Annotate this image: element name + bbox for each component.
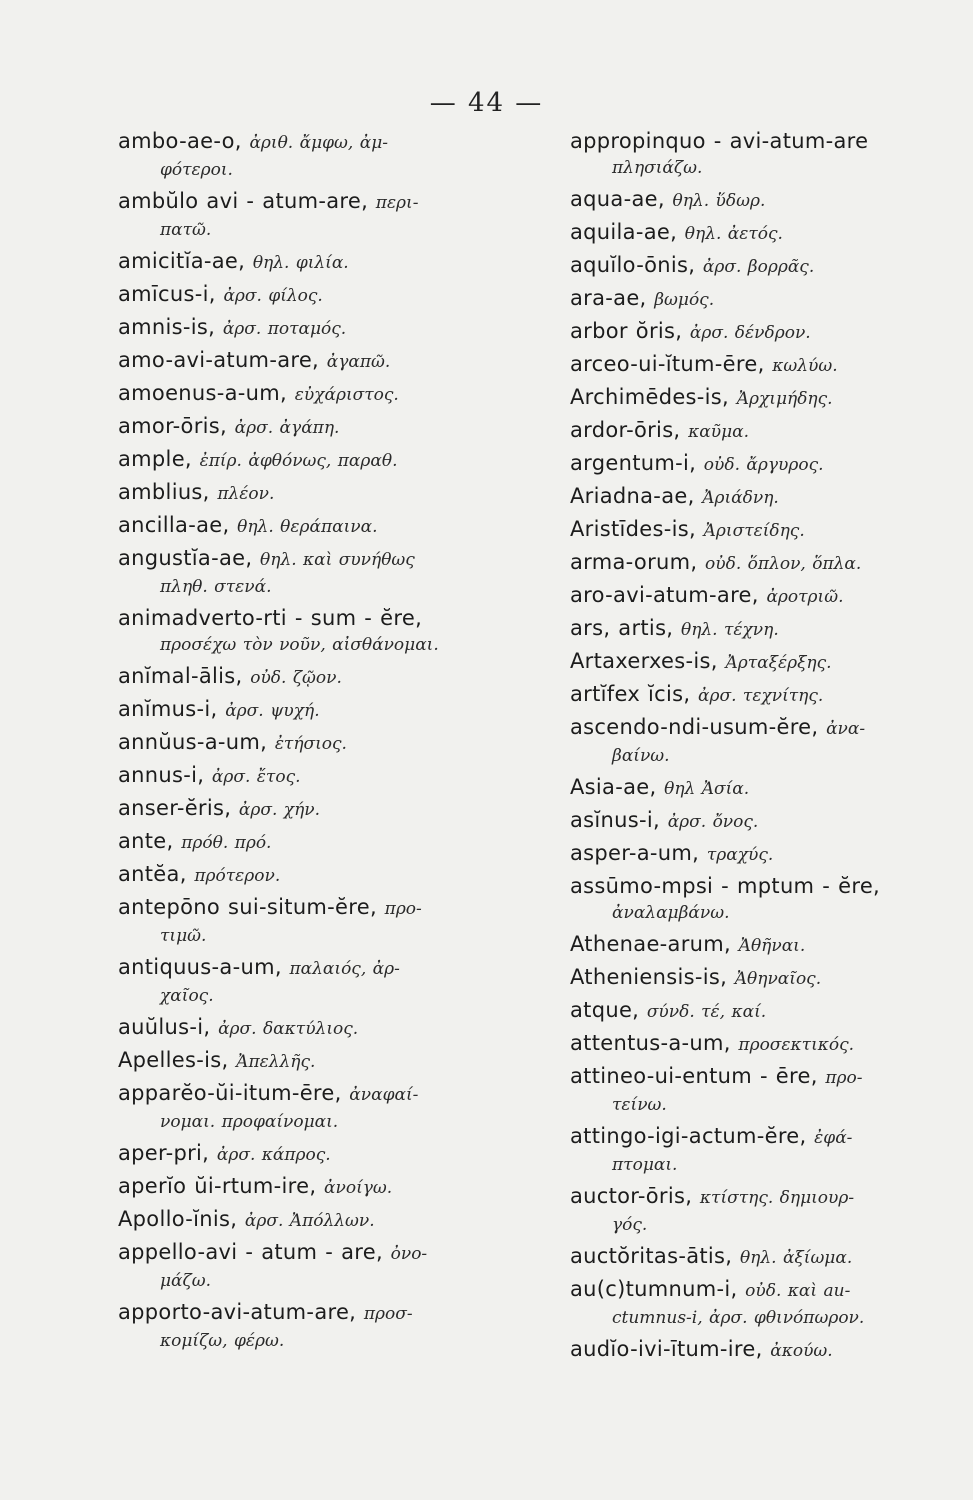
dictionary-entry (570, 997, 968, 1026)
entry-lemma: amnis-is, (118, 315, 216, 339)
entry-gloss: Ἀθῆναι. (738, 936, 806, 956)
dictionary-entry (118, 828, 538, 857)
entry-lemma: Apelles-is, (118, 1048, 229, 1072)
entry-gloss: οὐδ. ζῷον. (250, 668, 342, 688)
dictionary-entry (570, 450, 968, 479)
entry-lemma: auŭlus-i, (118, 1015, 211, 1039)
dictionary-entry (118, 479, 538, 508)
entry-lemma: ante, (118, 829, 174, 853)
entry-gloss: προσ- (363, 1304, 413, 1324)
dictionary-entry (118, 128, 538, 184)
entry-lemma: arma-orum, (570, 550, 698, 574)
dictionary-entry (118, 729, 538, 758)
entry-gloss: ἀνα- (826, 719, 866, 739)
entry-gloss: Ἀριάδνη. (702, 488, 779, 508)
entry-lemma: aquila-ae, (570, 220, 678, 244)
entry-lemma: auctor-ōris, (570, 1184, 693, 1208)
entry-gloss: ἀριθ. ἄμφω, ἀμ- (249, 133, 388, 153)
entry-lemma: ars, artis, (570, 616, 674, 640)
entry-gloss: προ- (384, 899, 422, 919)
entry-gloss: οὐδ. καὶ au- (745, 1281, 851, 1301)
right-column (570, 128, 968, 1369)
dictionary-entry (118, 1299, 538, 1355)
dictionary-entry (118, 696, 538, 725)
dictionary-entry (118, 347, 538, 376)
entry-gloss: Ἀριστείδης. (703, 521, 805, 541)
entry-gloss: Ἀρχιμήδης. (736, 389, 833, 409)
entry-gloss: πρόθ. πρό. (181, 833, 272, 853)
dictionary-entry (118, 380, 538, 409)
entry-lemma: attentus-a-um, (570, 1031, 731, 1055)
dictionary-entry (570, 1336, 968, 1365)
entry-lemma: assūmo-mpsi - mptum - ĕre, (570, 874, 881, 898)
entry-lemma: attineo-ui-entum - ēre, (570, 1064, 818, 1088)
entry-lemma: aper-pri, (118, 1141, 210, 1165)
dictionary-entry (118, 762, 538, 791)
entry-gloss: ἀρσ. χήν. (238, 800, 321, 820)
entry-continuation: πατῶ. (160, 220, 212, 240)
entry-lemma: Aristīdes-is, (570, 517, 696, 541)
entry-lemma: ascendo-ndi-usum-ĕre, (570, 715, 819, 739)
page-number: — 44 — (429, 88, 544, 118)
entry-gloss: ἀρσ. ὄνος. (667, 812, 759, 832)
entry-lemma: ambo-ae-o, (118, 129, 242, 153)
dictionary-entry (118, 1140, 538, 1169)
entry-lemma: Apollo-ĭnis, (118, 1207, 238, 1231)
entry-lemma: antiquus-a-um, (118, 955, 282, 979)
entry-lemma: apparĕo-ŭi-itum-ēre, (118, 1081, 342, 1105)
entry-lemma: angustĭa-ae, (118, 546, 253, 570)
dictionary-entry (118, 1014, 538, 1043)
entry-gloss: ἀρσ. δένδρον. (689, 323, 811, 343)
entry-lemma: apporto-avi-atum-are, (118, 1300, 357, 1324)
dictionary-entry (570, 714, 968, 770)
entry-lemma: ample, (118, 447, 192, 471)
entry-lemma: annus-i, (118, 763, 205, 787)
dictionary-entry (570, 582, 968, 611)
entry-lemma: Archimēdes-is, (570, 385, 730, 409)
entry-lemma: aqua-ae, (570, 187, 665, 211)
entry-lemma: aro-avi-atum-are, (570, 583, 759, 607)
dictionary-entry (118, 413, 538, 442)
dictionary-entry (118, 512, 538, 541)
entry-gloss: σύνδ. τέ, καί. (646, 1002, 767, 1022)
dictionary-entry (118, 281, 538, 310)
entry-gloss: θηλ. τέχνη. (680, 620, 779, 640)
dictionary-entry (118, 1080, 538, 1136)
dictionary-entry (118, 1239, 538, 1295)
dictionary-entry (570, 774, 968, 803)
dictionary-entry (118, 545, 538, 601)
entry-lemma: atque, (570, 998, 640, 1022)
entry-lemma: animadverto-rti - sum - ĕre, (118, 606, 423, 630)
entry-gloss: ἀρσ. φίλος. (223, 286, 323, 306)
entry-gloss: ἐπίρ. ἀφθόνως, παραθ. (199, 451, 398, 471)
entry-continuation: φότεροι. (160, 160, 233, 180)
dictionary-entry (118, 314, 538, 343)
entry-lemma: Atheniensis-is, (570, 965, 728, 989)
dictionary-entry (570, 351, 968, 380)
entry-gloss: καῦμα. (688, 422, 750, 442)
entry-lemma: aquĭlo-ōnis, (570, 253, 696, 277)
entry-gloss: ἀρσ. ποταμός. (222, 319, 347, 339)
entry-gloss: Ἀθηναῖος. (734, 969, 822, 989)
entry-gloss: ἀρσ. Ἀπόλλων. (244, 1211, 375, 1231)
entry-continuation: προσέχω τὸν νοῦν, αἰσθάνομαι. (160, 635, 439, 655)
dictionary-entry (570, 483, 968, 512)
dictionary-entry (118, 954, 538, 1010)
entry-lemma: Athenae-arum, (570, 932, 731, 956)
dictionary-entry (570, 285, 968, 314)
dictionary-entry (570, 1276, 968, 1332)
entry-lemma: amo-avi-atum-are, (118, 348, 320, 372)
entry-gloss: ἀγαπῶ. (326, 352, 391, 372)
entry-gloss: πρότερον. (194, 866, 281, 886)
entry-continuation: ctumnus-i, ἀρσ. φθινόπωρον. (612, 1308, 865, 1328)
entry-lemma: artĭfex ĭcis, (570, 682, 691, 706)
entry-lemma: anser-ĕris, (118, 796, 232, 820)
entry-gloss: θηλ. ἀετός. (684, 224, 783, 244)
entry-continuation: κομίζω, φέρω. (160, 1331, 285, 1351)
dictionary-entry (118, 795, 538, 824)
entry-lemma: au(c)tumnum-i, (570, 1277, 738, 1301)
dictionary-entry (570, 219, 968, 248)
dictionary-entry (118, 1173, 538, 1202)
entry-lemma: arbor ŏris, (570, 319, 683, 343)
entry-gloss: ἐτήσιος. (274, 734, 347, 754)
entry-continuation: βαίνω. (612, 746, 670, 766)
dictionary-entry (570, 384, 968, 413)
entry-lemma: anĭmal-ālis, (118, 664, 243, 688)
entry-gloss: κτίστης. δημιουρ- (699, 1188, 855, 1208)
entry-gloss: οὐδ. ὅπλον, ὅπλα. (705, 554, 862, 574)
entry-gloss: προ- (825, 1068, 863, 1088)
dictionary-entry (570, 128, 968, 182)
dictionary-entry (570, 840, 968, 869)
dictionary-entry (570, 1063, 968, 1119)
entry-gloss: ἐφά- (814, 1128, 853, 1148)
dictionary-entry (570, 681, 968, 710)
entry-gloss: θηλ. φιλία. (252, 253, 349, 273)
entry-continuation: γός. (612, 1215, 648, 1235)
dictionary-entry (118, 1206, 538, 1235)
entry-gloss: ἀροτριῶ. (766, 587, 844, 607)
entry-gloss: ἀρσ. ψυχή. (225, 701, 320, 721)
entry-gloss: ἀρσ. ἔτος. (211, 767, 301, 787)
entry-lemma: Artaxerxes-is, (570, 649, 718, 673)
entry-gloss: τραχύς. (706, 845, 774, 865)
entry-lemma: amblius, (118, 480, 210, 504)
entry-lemma: asper-a-um, (570, 841, 700, 865)
entry-lemma: asĭnus-i, (570, 808, 660, 832)
entry-lemma: Ariadna-ae, (570, 484, 695, 508)
entry-lemma: argentum-i, (570, 451, 697, 475)
entry-lemma: amīcus-i, (118, 282, 216, 306)
entry-gloss: ἀρσ. ἀγάπη. (234, 418, 340, 438)
entry-gloss: θηλ. ὕδωρ. (672, 191, 766, 211)
entry-lemma: amoenus-a-um, (118, 381, 288, 405)
entry-gloss: περι- (375, 193, 419, 213)
dictionary-entry (570, 1123, 968, 1179)
dictionary-entry (570, 252, 968, 281)
dictionary-entry (570, 318, 968, 347)
dictionary-entry (570, 873, 968, 927)
entry-lemma: aperĭo ŭi-rtum-ire, (118, 1174, 317, 1198)
dictionary-entry (570, 1243, 968, 1272)
entry-lemma: ancilla-ae, (118, 513, 230, 537)
entry-gloss: ἀρσ. τεχνίτης. (698, 686, 824, 706)
dictionary-entry (570, 807, 968, 836)
entry-continuation: τείνω. (612, 1095, 667, 1115)
entry-lemma: appello-avi - atum - are, (118, 1240, 383, 1264)
entry-continuation: ἀναλαμβάνω. (612, 903, 730, 923)
entry-gloss: βωμός. (654, 290, 715, 310)
entry-lemma: ambŭlo avi - atum-are, (118, 189, 369, 213)
entry-continuation: πτομαι. (612, 1155, 678, 1175)
entry-continuation: χαῖος. (160, 986, 214, 1006)
entry-gloss: ὀνο- (390, 1244, 428, 1264)
entry-lemma: auctŏritas-ātis, (570, 1244, 733, 1268)
entry-continuation: μάζω. (160, 1271, 212, 1291)
entry-lemma: ardor-ōris, (570, 418, 681, 442)
entry-gloss: οὐδ. ἄργυρος. (703, 455, 824, 475)
dictionary-entry (118, 446, 538, 475)
left-column (118, 128, 538, 1359)
entry-gloss: παλαιός, ἀρ- (289, 959, 400, 979)
entry-gloss: θηλ. ἀξίωμα. (739, 1248, 853, 1268)
entry-gloss: Ἀρταξέρξης. (725, 653, 832, 673)
entry-lemma: Asia-ae, (570, 775, 657, 799)
dictionary-entry (570, 648, 968, 677)
dictionary-entry (570, 516, 968, 545)
dictionary-entry (118, 894, 538, 950)
entry-lemma: ara-ae, (570, 286, 647, 310)
entry-lemma: amor-ōris, (118, 414, 227, 438)
dictionary-entry (118, 861, 538, 890)
dictionary-entry (118, 605, 538, 659)
dictionary-entry (570, 931, 968, 960)
dictionary-entry (118, 188, 538, 244)
entry-gloss: ἀρσ. κάπρος. (216, 1145, 331, 1165)
dictionary-entry (570, 1183, 968, 1239)
entry-continuation: πληθ. στενά. (160, 577, 272, 597)
dictionary-entry (570, 964, 968, 993)
entry-gloss: θηλ. θεράπαινα. (237, 517, 378, 537)
dictionary-entry (570, 615, 968, 644)
entry-gloss: ἀναφαί- (349, 1085, 419, 1105)
entry-gloss: θηλ Ἀσία. (664, 779, 750, 799)
entry-gloss: ἀρσ. βορρᾶς. (702, 257, 815, 277)
entry-gloss: ἀρσ. δακτύλιος. (218, 1019, 359, 1039)
entry-gloss: Ἀπελλῆς. (236, 1052, 316, 1072)
entry-gloss: κωλύω. (772, 356, 838, 376)
dictionary-entry (570, 186, 968, 215)
entry-gloss: προσεκτικός. (738, 1035, 855, 1055)
entry-continuation: νομαι. προφαίνομαι. (160, 1112, 339, 1132)
entry-gloss: πλέον. (217, 484, 275, 504)
entry-lemma: antĕa, (118, 862, 187, 886)
entry-continuation: τιμῶ. (160, 926, 207, 946)
dictionary-entry (570, 1030, 968, 1059)
entry-continuation: πλησιάζω. (612, 158, 703, 178)
dictionary-entry (570, 549, 968, 578)
dictionary-entry (118, 248, 538, 277)
entry-lemma: audĭo-ivi-ītum-ire, (570, 1337, 763, 1361)
entry-lemma: arceo-ui-ĭtum-ēre, (570, 352, 765, 376)
entry-gloss: θηλ. καὶ συνήθως (260, 550, 415, 570)
dictionary-entry (570, 417, 968, 446)
entry-lemma: anĭmus-i, (118, 697, 218, 721)
entry-lemma: annŭus-a-um, (118, 730, 268, 754)
dictionary-entry (118, 663, 538, 692)
dictionary-entry (118, 1047, 538, 1076)
entry-gloss: ἀνοίγω. (324, 1178, 393, 1198)
entry-lemma: appropinquo - avi-atum-are (570, 129, 869, 153)
entry-lemma: antepōno sui-situm-ĕre, (118, 895, 377, 919)
entry-lemma: attingo-igi-actum-ĕre, (570, 1124, 807, 1148)
entry-gloss: ἀκούω. (770, 1341, 833, 1361)
entry-gloss: εὐχάριστος. (294, 385, 399, 405)
entry-lemma: amicitĭa-ae, (118, 249, 246, 273)
